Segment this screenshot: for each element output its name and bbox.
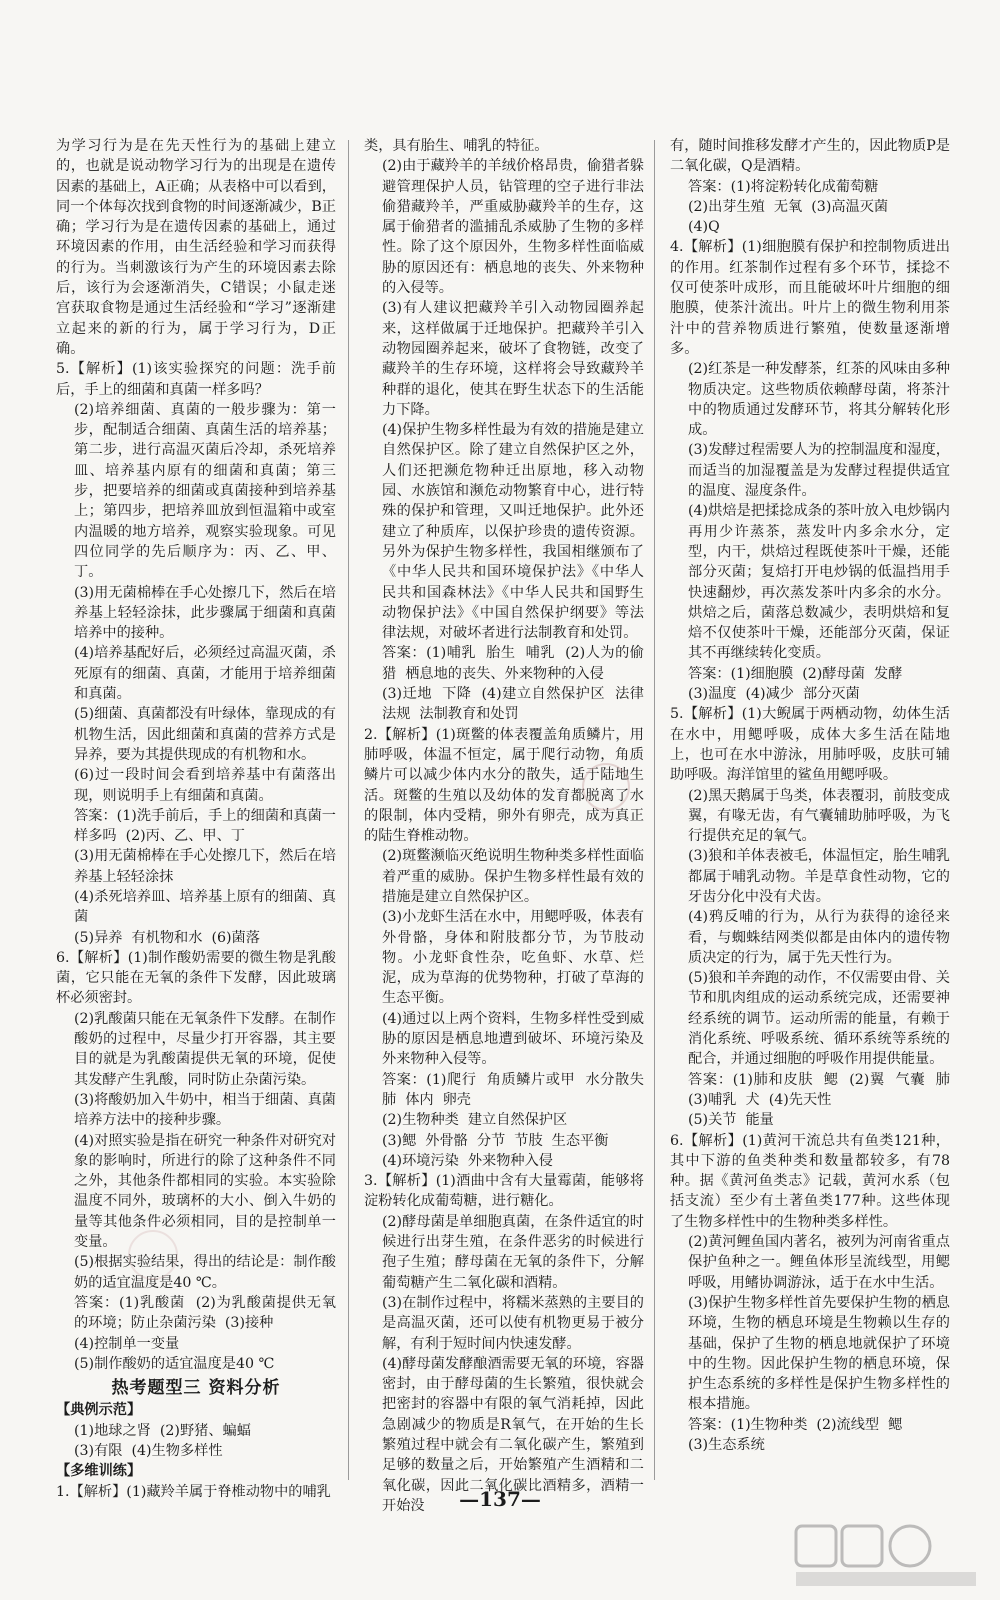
paragraph: (4)通过以上两个资料，生物多样性受到威胁的原因是栖息地遭到破坏、环境污染及外来物种入侵等。 <box>382 1010 644 1068</box>
watermark-logo <box>792 1520 982 1590</box>
column-right <box>670 136 960 1455</box>
faint-stamp-mark <box>582 763 630 811</box>
paragraph: (2)由于藏羚羊的羊绒价格昂贵，偷猎者躲避管理保护人员，钻管理的空子进行非法偷猎藏羚羊，严重威胁藏羚羊的生存，这属于偷猎者的滥捕乱杀威胁了生物的多样性。除了这个原因外，生物多样性面临威胁的原因还有：栖息地的丧失、外来物种的入侵等。 <box>382 158 644 297</box>
answer: 答案：(1)乳酸菌 (2)为乳酸菌提供无氧的环境；防止杂菌污染 (3)接种 <box>74 1294 336 1332</box>
answer: (2)出芽生殖 无氧 (3)高温灭菌 <box>688 198 889 215</box>
answer: 答案：(1)细胞膜 (2)酵母菌 发酵 <box>688 665 903 682</box>
paragraph: 有，随时间推移发酵才产生的，因此物质P是二氧化碳，Q是酒精。 <box>670 138 950 175</box>
paragraph: (2)黄河鲤鱼国内著名，被列为河南省重点保护鱼种之一。鲤鱼体形呈流线型，用鳃呼吸，用鳍协调游泳，适于在水中生活。 <box>688 1234 950 1291</box>
answer: (4)环境污染 外来物种入侵 <box>382 1152 553 1169</box>
subsection-label: 【典例示范】 <box>56 1402 142 1419</box>
answer: (3)鳃 外骨骼 分节 节肢 生态平衡 <box>382 1132 609 1149</box>
paragraph: (4)培养基配好后，必须经过高温灭菌，杀死原有的细菌、真菌，才能用于培养细菌和真菌。 <box>74 645 336 703</box>
paragraph: (2)乳酸菌只能在无氧条件下发酵。在制作酸奶的过程中，尽量少打开容器，其主要目的就是为乳酸菌提供无氧的环境，促使其发酵产生乳酸，同时防止杂菌污染。 <box>74 1010 336 1088</box>
answer: (3)迁地 下降 (4)建立自然保护区 法律法规 法制教育和处罚 <box>382 686 644 723</box>
paragraph: (2)黑天鹅属于鸟类，体表覆羽，前肢变成翼，有喙无齿，有气囊辅助肺呼吸，为飞行提供充足的氧气。 <box>688 787 950 845</box>
answer: (5)制作酸奶的适宜温度是40 ℃ <box>74 1355 275 1372</box>
paragraph: (3)狼和羊体表被毛，体温恒定，胎生哺乳都属于哺乳动物。羊是草食性动物，它的牙齿分化中没有犬齿。 <box>688 848 950 905</box>
paragraph: (5)细菌、真菌都没有叶绿体，靠现成的有机物生活，因此细菌和真菌的营养方式是异养，要为其提供现成的有机物和水。 <box>74 706 336 763</box>
section-title: 热考题型三 资料分析 <box>111 1378 281 1399</box>
paragraph: 5.【解析】(1)该实验探究的问题：洗手前后，手上的细菌和真菌一样多吗？ <box>56 361 336 398</box>
paragraph: 1.【解析】(1)藏羚羊属于脊椎动物中的哺乳 <box>56 1483 331 1500</box>
column-left <box>56 136 336 1502</box>
answer: 答案：(1)生物种类 (2)流线型 鳃 <box>688 1416 903 1433</box>
paragraph: (5)狼和羊奔跑的动作，不仅需要由骨、关节和肌肉组成的运动系统完成，还需要神经系统的调节。运动所需的能量，有赖于消化系统、呼吸系统、循环系统等系统的配合，并通过细胞的呼吸作用提供能量。 <box>688 970 950 1068</box>
paragraph: (4)烘焙是把揉捻成条的茶叶放入电炒锅内再用少许蒸茶，蒸发叶内多余水分，定型，内干，烘焙过程既使茶叶干燥，还能部分灭菌；复焙打开电炒锅的低温挡用手快速翻炒，再次蒸发茶叶内多余的水分。烘焙之后，菌落总数减少，表明烘焙和复焙不仅使茶叶干燥，还能部分灭菌，保证其不再继续转化变质。 <box>688 503 950 662</box>
paragraph: 6.【解析】(1)黄河干流总共有鱼类121种，其中下游的鱼类种类和数量都较多，有78种。据《黄河鱼类志》记载，黄河水系（包括支流）至少有土著鱼类177种。这些体现了生物多样性中的生物种类多样性。 <box>670 1132 950 1230</box>
answer: (3)有限 (4)生物多样性 <box>74 1443 223 1459</box>
subsection-label: 【多维训练】 <box>56 1463 142 1480</box>
answer: (5)关节 能量 <box>688 1112 774 1129</box>
answer: 答案：(1)洗手前后，手上的细菌和真菌一样多吗 (2)丙、乙、甲、丁 <box>74 807 336 845</box>
paragraph: (2)酵母菌是单细胞真菌，在条件适宜的时候进行出芽生殖，在条件恶劣的时候进行孢子生殖；酵母菌在无氧的条件下，分解葡萄糖产生二氧化碳和酒精。 <box>382 1213 644 1291</box>
column-divider <box>654 140 655 1480</box>
paragraph: 3.【解析】(1)酒曲中含有大量霉菌，能够将淀粉转化成葡萄糖，进行糖化。 <box>364 1173 644 1210</box>
answer: 答案：(1)将淀粉转化成葡萄糖 <box>688 178 879 195</box>
answer: (1)地球之肾 (2)野猪、蝙蝠 <box>74 1422 251 1439</box>
answer: 答案：(1)哺乳 胎生 哺乳 (2)人为的偷猎 栖息地的丧失、外来物种的入侵 <box>382 645 644 682</box>
answer: 答案：(1)肺和皮肤 鳃 (2)翼 气囊 肺 (3)哺乳 犬 (4)先天性 <box>688 1071 960 1108</box>
answer: (3)温度 (4)减少 部分灭菌 <box>688 686 860 703</box>
answer: (4)控制单一变量 <box>74 1335 180 1352</box>
faint-stamp-mark <box>128 1230 178 1280</box>
answer: (5)异养 有机物和水 (6)菌落 <box>74 929 260 946</box>
paragraph: (3)保护生物多样性首先要保护生物的栖息环境，生物的栖息环境是生物赖以生存的基础，保护了生物的栖息地就保护了环境中的生物。因此保护生物的栖息环境，保护生态系统的多样性是保护生物多样性的根本措施。 <box>688 1294 950 1413</box>
paragraph: (3)小龙虾生活在水中，用鳃呼吸，体表有外骨骼，身体和附肢都分节，为节肢动物。小龙虾食性杂，吃鱼虾、水草、烂泥，成为草海的优势物种，打破了草海的生态平衡。 <box>382 909 644 1007</box>
paragraph: (2)红茶是一种发酵茶，红茶的风味由多种物质决定。这些物质依赖酵母菌，将茶汁中的物质通过发酵环节，将其分解转化形成。 <box>688 361 950 439</box>
answer: (4)Q <box>688 219 720 236</box>
page-number: —137— <box>459 1487 541 1511</box>
column-middle <box>364 136 654 1516</box>
paragraph: 2.【解析】(1)斑鳖的体表覆盖角质鳞片，用肺呼吸，体温不恒定，属于爬行动物，角质鳞片可以减少体内水分的散失，适于陆地生活。斑鳖的生殖以及幼体的发育都脱离了水的限制，体内受精，卵外有卵壳，成为真正的陆生脊椎动物。 <box>364 726 644 845</box>
paragraph: (2)斑鳖濒临灭绝说明生物种类多样性面临着严重的威胁。保护生物多样性最有效的措施是建立自然保护区。 <box>382 848 644 905</box>
answer: (4)杀死培养皿、培养基上原有的细菌、真菌 <box>74 888 336 926</box>
paragraph: (4)鸦反哺的行为，从行为获得的途径来看，与蜘蛛结网类似都是由体内的遗传物质决定的行为，属于先天性行为。 <box>688 909 950 966</box>
paragraph: (3)有人建议把藏羚羊引入动物园圈养起来，这样做属于迁地保护。把藏羚羊引入动物园圈养起来，破坏了食物链，改变了藏羚羊的生存环境，这样将会导致藏羚羊种群的退化，使其在野生状态下的生活能力下降。 <box>382 300 644 418</box>
paragraph: (3)在制作过程中，将糯米蒸熟的主要目的是高温灭菌，还可以使有机物更易于被分解，有利于短时间内快速发酵。 <box>382 1294 644 1352</box>
paragraph: (4)对照实验是指在研究一种条件对研究对象的影响时，所进行的除了这种条件不同之外，其他条件都相同的实验。本实验除温度不同外，玻璃杯的大小、倒入牛奶的量等其他条件必须相同，目的是控制单一变量。 <box>74 1132 336 1251</box>
paragraph: (3)将酸奶加入牛奶中，相当于细菌、真菌培养方法中的接种步骤。 <box>74 1091 336 1129</box>
paragraph: (5)根据实验结果，得出的结论是：制作酸奶的适宜温度是40 ℃。 <box>74 1254 336 1291</box>
paragraph: (2)培养细菌、真菌的一般步骤为：第一步，配制适合细菌、真菌生活的培养基；第二步，进行高温灭菌后冷却，杀死培养皿、培养基内原有的细菌和真菌；第三步，把要培养的细菌或真菌接种到培养基上；第四步，把培养皿放到恒温箱中或室内温暖的地方培养，观察实验现象。可见四位同学的先后顺序为：丙、乙、甲、丁。 <box>74 401 336 581</box>
paragraph: (6)过一段时间会看到培养基中有菌落出现，则说明手上有细菌和真菌。 <box>74 767 336 804</box>
paragraph: 类，具有胎生、哺乳的特征。 <box>364 138 549 154</box>
paragraph: (4)酵母菌发酵酿酒需要无氧的环境，容器密封，由于酵母菌的生长繁殖，很快就会把密封的容器中有限的氧气消耗掉，因此急剧减少的物质是R氧气，在开始的生长繁殖过程中就会有二氧化碳产生，繁殖到足够的数量之后，开始繁殖产生酒精和二氧化碳，因此二氧化碳比酒精多，酒精一开始没 <box>382 1355 644 1514</box>
paragraph: 为学习行为是在先天性行为的基础上建立的，也就是说动物学习行为的出现是在遗传因素的基础上，A正确；从表格中可以看到，同一个体每次找到食物的时间逐渐减少，B正确；学习行为是在遗传因素的基础上，通过环境因素的作用，由生活经验和学习而获得的行为。当刺激该行为产生的环境因素去除后，该行为会逐渐消失，C错误；小鼠走迷宫获取食物是通过生活经验和“学习”逐渐建立起来的新的行为，属于学习行为，D正确。 <box>56 138 336 357</box>
paragraph: (3)发酵过程需要人为的控制温度和湿度，而适当的加湿覆盖是为发酵过程提供适宜的温度、湿度条件。 <box>688 442 950 500</box>
paragraph: (4)保护生物多样性最为有效的措施是建立自然保护区。除了建立自然保护区之外，人们还把濒危物种迁出原地，移入动物园、水族馆和濒危动物繁育中心，进行特殊的保护和管理，又叫迁地保护。此外还建立了种质库，以保护珍贵的遗传资源。另外为保护生物多样性，我国相继颁布了《中华人民共和国环境保护法》《中华人民共和国森林法》《中华人民共和国野生动物保护法》《中国自然保护纲要》等法律法规，对破坏者进行法制教育和处罚。 <box>382 422 644 642</box>
answer: (3)生态系统 <box>688 1437 765 1453</box>
paragraph: 6.【解析】(1)制作酸奶需要的微生物是乳酸菌，它只能在无氧的条件下发酵，因此玻璃杯必须密封。 <box>56 949 336 1007</box>
paragraph: 4.【解析】(1)细胞膜有保护和控制物质进出的作用。红茶制作过程有多个环节，揉捻不仅可使茶叶成形，而且能破坏叶片细胞的细胞膜，使茶汁流出。叶片上的微生物利用茶汁中的营养物质进行繁殖，使数量逐渐增多。 <box>670 239 950 357</box>
column-divider <box>348 140 349 1480</box>
answer: (2)生物种类 建立自然保护区 <box>382 1112 568 1129</box>
paragraph: (3)用无菌棉棒在手心处擦几下，然后在培养基上轻轻涂抹，此步骤属于细菌和真菌培养中的接种。 <box>74 584 336 642</box>
paragraph: 5.【解析】(1)大鲵属于两栖动物，幼体生活在水中，用鳃呼吸，成体大多生活在陆地上，也可在水中游泳，用肺呼吸，皮肤可辅助呼吸。海洋馆里的鲨鱼用鳃呼吸。 <box>670 706 950 784</box>
answer: (3)用无菌棉棒在手心处擦几下，然后在培养基上轻轻涂抹 <box>74 848 336 885</box>
answer: 答案：(1)爬行 角质鳞片或甲 水分散失 肺 体内 卵壳 <box>382 1071 654 1108</box>
